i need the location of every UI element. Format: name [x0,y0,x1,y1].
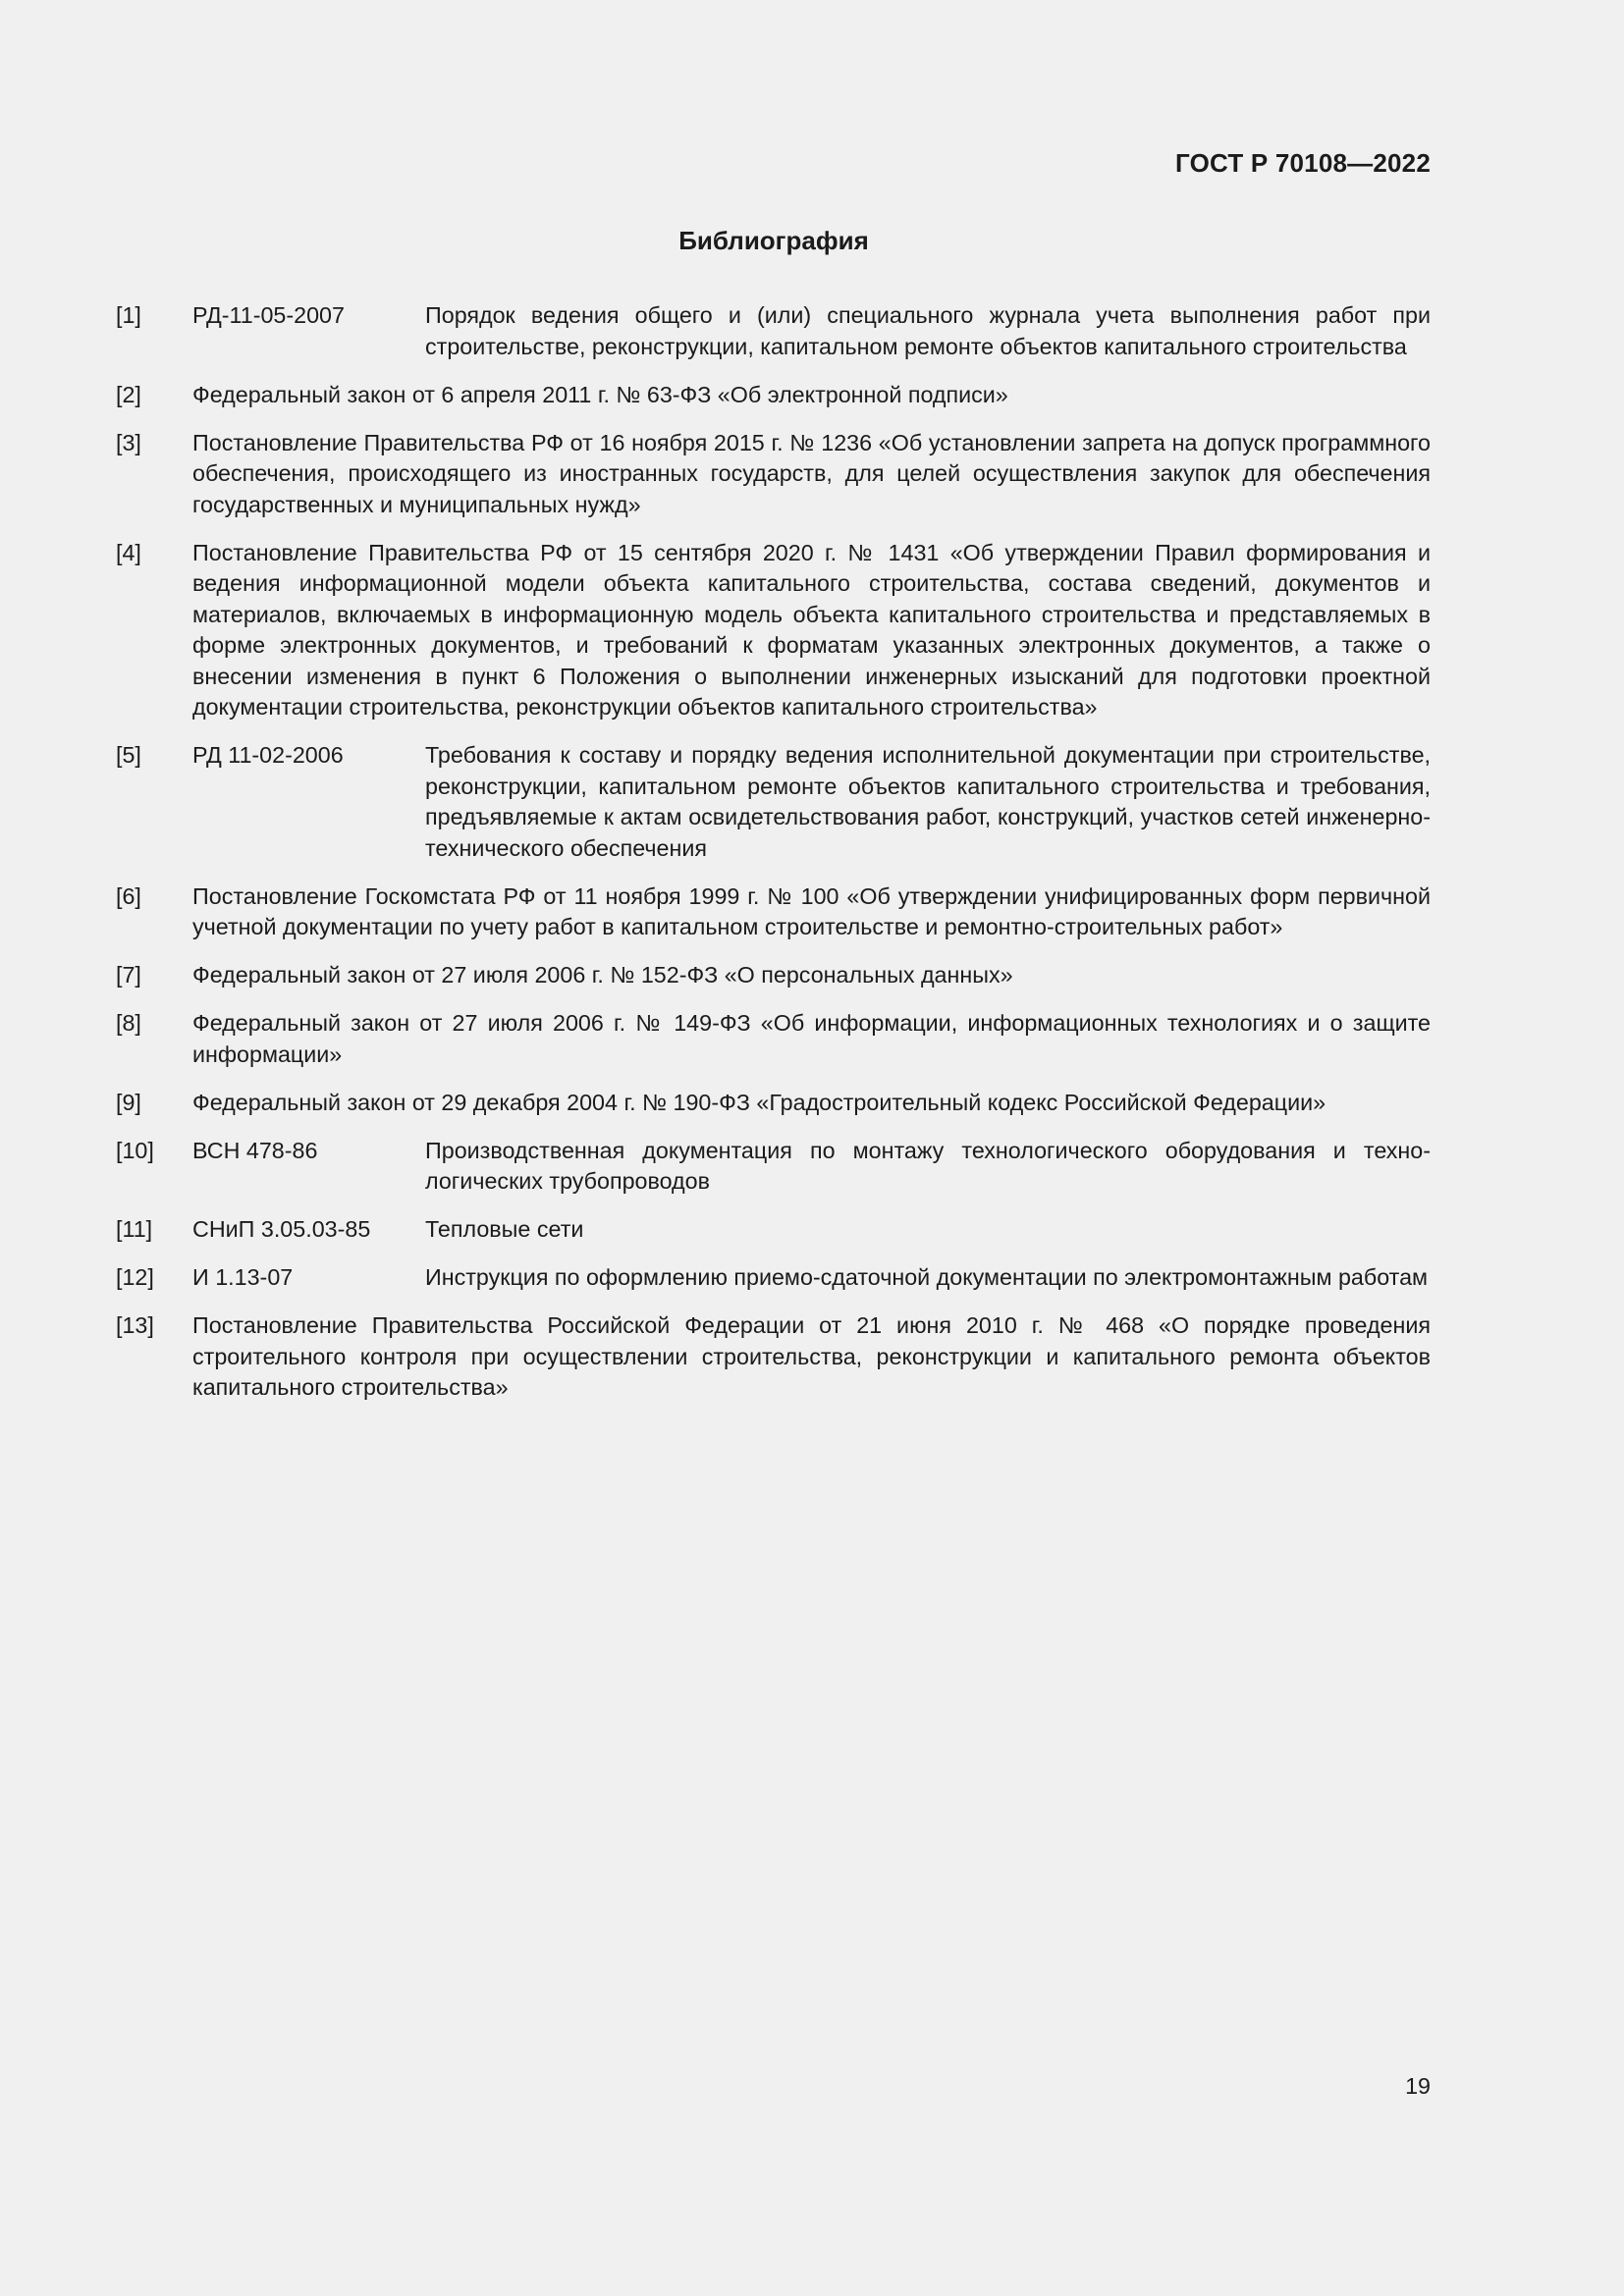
entry-text: Тепловые сети [425,1216,584,1242]
entry-text: Постановление Правительства РФ от 16 ноября 2015 г. № 1236 «Об установлении запрета на допуск программного обеспечения, происходящего из иностранных государств, для целей осуществления закупок для обеспечения государственных и муниципальных нужд» [192,429,1431,517]
entry-number: [3] [116,429,141,455]
entry-number: [8] [116,1010,141,1036]
bibliography-entry [116,380,1431,411]
entry-number: [2] [116,381,141,407]
entry-code: ВСН 478-86 [192,1137,318,1163]
entry-text: Федеральный закон от 29 декабря 2004 г. № 190-ФЗ «Градостроительный кодекс Российской Федерации» [192,1089,1326,1115]
entry-code: СНиП 3.05.03-85 [192,1216,371,1242]
entry-number: [7] [116,962,141,988]
entry-number: [1] [116,302,141,328]
bibliography-entry [116,1310,1431,1404]
bibliography-entry [116,1214,1431,1246]
entry-text: Инструкция по оформлению приемо-сдаточной документации по электромонтажным работам [425,1264,1429,1290]
document-code: ГОСТ Р 70108—2022 [1175,148,1431,178]
bibliography-entry [116,1008,1431,1070]
bibliography-entry [116,1088,1431,1119]
bibliography-entry [116,740,1431,864]
entry-number: [6] [116,882,141,909]
entry-code: РД 11-02-2006 [192,742,344,768]
entry-text: Производственная документация по монтажу технологического оборудования и технологических трубопроводов [425,1137,1431,1194]
entry-number: [11] [116,1216,153,1242]
entry-text: Федеральный закон от 27 июля 2006 г. № 152-ФЗ «О персональных данных» [192,962,1013,988]
entry-text: Федеральный закон от 6 апреля 2011 г. № 63-ФЗ «Об электронной подписи» [192,381,1008,407]
entry-number: [13] [116,1312,154,1338]
entry-number: [4] [116,539,141,565]
bibliography-list [116,300,1431,1420]
bibliography-entry [116,881,1431,943]
entry-code: РД-11-05-2007 [192,302,345,328]
entry-text: Постановление Госкомстата РФ от 11 ноября 1999 г. № 100 «Об утверждении унифицированных форм первичной учетной документации по учету работ в капитальном строительстве и ремонтно-строительных работ» [192,882,1431,939]
entry-text: Порядок ведения общего и (или) специального журнала учета выполнения работ при строительстве, реконструкции, капитальном ремонте объектов капитального строительства [425,302,1431,359]
bibliography-entry [116,428,1431,521]
entry-text: Постановление Правительства РФ от 15 сентября 2020 г. № 1431 «Об утверждении Правил формирования и ведения информационной модели объекта капитального строительства, состава сведений, документов и материалов, включаемых в информационную модель объекта капитального строительства и представляемых в форме электронных документов, и требований к форматам указанных электронных документов, а также о внесении изменения в пункт 6 Положения о выполнении инженерных изысканий для подготовки проектной документации строительства, реконструкции объектов капитального строительства» [192,539,1431,720]
entry-number: [9] [116,1089,141,1115]
bibliography-entry [116,1136,1431,1198]
entry-text: Требования к составу и порядку ведения исполнительной документации при строительстве, реконструкции, капитальном ремонте объектов капитального строительства и требования, предъявляемые к актам освидетельствования работ, конструкций, участков сетей инженерно-технического обеспечения [425,742,1431,861]
bibliography-entry [116,538,1431,723]
bibliography-entry [116,300,1431,362]
bibliography-entry [116,1262,1431,1294]
page-title: Библиография [678,226,869,255]
entry-number: [10] [116,1137,154,1163]
entry-code: И 1.13-07 [192,1264,294,1290]
page-number: 19 [1405,2073,1431,2099]
bibliography-entry [116,960,1431,991]
entry-number: [5] [116,742,141,768]
entry-number: [12] [116,1264,154,1290]
entry-text: Постановление Правительства Российской Федерации от 21 июня 2010 г. № 468 «О порядке проведения строительного контроля при осуществлении строительства, реконструкции и капитального ремонта объектов капитального строительства» [192,1312,1431,1400]
entry-text: Федеральный закон от 27 июля 2006 г. № 149-ФЗ «Об информации, информационных технологиях и о защите информации» [192,1010,1431,1067]
